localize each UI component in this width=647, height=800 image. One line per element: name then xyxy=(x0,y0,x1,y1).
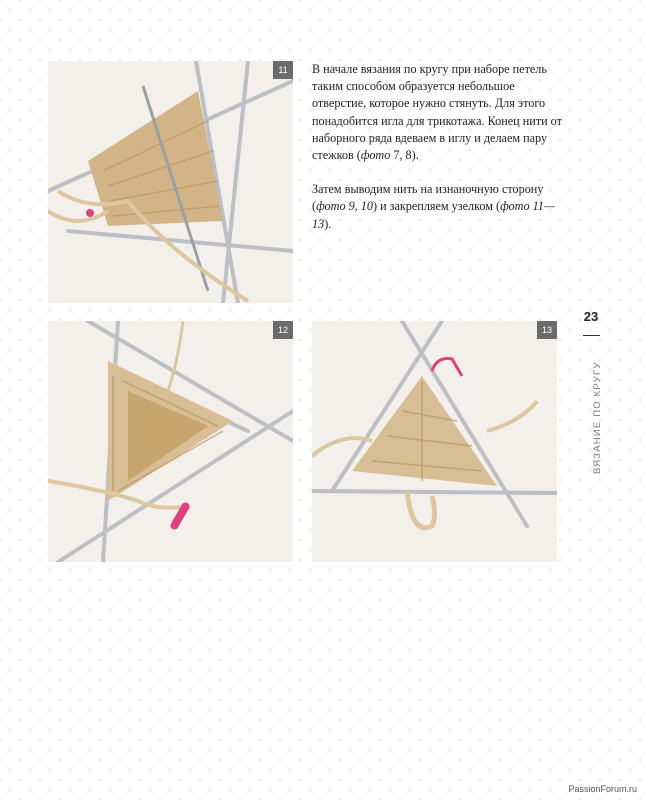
paragraph-2 xyxy=(312,181,562,233)
photo-number-badge: 13 xyxy=(537,321,557,339)
section-title: ВЯЗАНИЕ ПО КРУГУ xyxy=(592,361,603,474)
photo-number-badge: 11 xyxy=(273,61,293,79)
paragraph-1 xyxy=(312,61,562,164)
paragraph-1-end: ). xyxy=(411,148,419,163)
paragraph-2-end: ). xyxy=(324,216,332,231)
page-number-divider xyxy=(583,335,600,336)
photo-number-badge: 12 xyxy=(273,321,293,339)
photo-reference: фото xyxy=(360,148,391,163)
photo-12 xyxy=(48,321,293,562)
paragraph-2-middle: ) и закрепляем узелком ( xyxy=(372,199,501,214)
photo-11 xyxy=(48,61,293,303)
paragraph-1-text: В начале вязания по кругу при наборе петель таким способом образуется небольшое отверстие, которое нужно стянуть. Для этого понадобится игла для трикотажа. Конец нити от наборного ряда вдеваем в иглу и делаем пару стежков ( xyxy=(312,62,562,163)
photo-reference-numbers: 7, 8 xyxy=(390,148,412,163)
knitting-photo-12-illustration xyxy=(48,321,293,562)
watermark: PassionForum.ru xyxy=(568,784,637,794)
knitting-photo-13-illustration xyxy=(312,321,557,562)
photo-reference: фото 11—13 xyxy=(312,199,555,231)
knitting-photo-11-illustration xyxy=(48,61,293,303)
photo-13 xyxy=(312,321,557,562)
paragraph-2-text: Затем выводим нить на изнаночную сторону ( xyxy=(312,182,544,214)
instruction-text xyxy=(312,61,562,250)
page-number: 23 xyxy=(583,309,599,324)
photo-reference: фото 9, 10 xyxy=(316,199,373,214)
